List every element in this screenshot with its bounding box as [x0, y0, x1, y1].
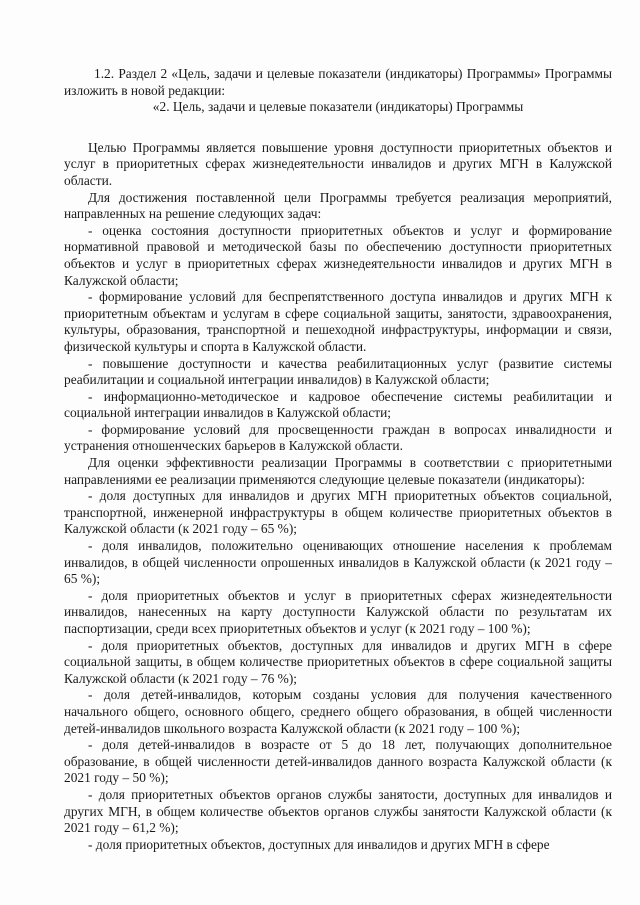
indicator-item: - доля детей-инвалидов, которым созданы условия для получения качественного начального общего, основного общего, среднего общего образования, в общей численности детей-инвалидов школьного возраста Калужской области (к 2021 году – 100 %);: [64, 687, 612, 736]
paragraph-tasks-intro: Для достижения поставленной цели Программы требуется реализация мероприятий, направленных на решение следующих задач:: [64, 189, 612, 222]
task-item: - оценка состояния доступности приоритетных объектов и услуг и формирование нормативной правовой и методической базы по обеспечению доступности приоритетных объектов и услуг в приоритетных сферах жизнедеятельности инвалидов и других МГН в Калужской области;: [64, 222, 612, 288]
section-heading: «2. Цель, задачи и целевые показатели (индикаторы) Программы: [152, 99, 524, 115]
task-item: - информационно-методическое и кадровое обеспечение системы реабилитации и социальной интеграции инвалидов в Калужской области;: [64, 388, 612, 421]
indicator-item: - доля приоритетных объектов органов службы занятости, доступных для инвалидов и других МГН, в общем количестве объектов органов службы занятости Калужской области (к 2021 году – 61,2 %);: [64, 786, 612, 836]
indicator-item: - доля приоритетных объектов и услуг в приоритетных сферах жизнедеятельности инвалидов, нанесенных на карту доступности Калужской области по результатам их паспортизации, среди всех приоритетных объектов и услуг (к 2021 году – 100 %);: [64, 587, 612, 636]
indicator-item: - доля доступных для инвалидов и других МГН приоритетных объектов социальной, транспортной, инженерной инфраструктуры в общем количестве приоритетных объектов в Калужской области (к 2021 году – 65 %);: [64, 488, 612, 537]
indicator-item: - доля приоритетных объектов, доступных для инвалидов и других МГН в сфере социальной защиты, в общем количестве приоритетных объектов в сфере социальной защиты Калужской области (к 2021 году – 76 %);: [64, 637, 612, 686]
task-item: - формирование условий для беспрепятственного доступа инвалидов и других МГН к приоритетным объектам и услугам в сфере социальной защиты, занятости, здравоохранения, культуры, образования, транспортной и пешеходной инфраструктуры, информации и связи, физической культуры и спорта в Калужской области.: [64, 289, 612, 354]
paragraph-goal: Целью Программы является повышение уровня доступности приоритетных объектов и услуг в приоритетных сферах жизнедеятельности инвалидов и других МГН в Калужской области.: [64, 139, 612, 188]
indicator-item: - доля инвалидов, положительно оценивающих отношение населения к проблемам инвалидов, в общей численности опрошенных инвалидов в Калужской области (к 2021 году – 65 %);: [64, 538, 612, 587]
paragraph-indicators-intro: Для оценки эффективности реализации Программы в соответствии с приоритетными направлениями ее реализации применяются следующие целевые показатели (индикаторы):: [64, 455, 612, 487]
task-item: - повышение доступности и качества реабилитационных услуг (развитие системы реабилитации и социальной интеграции инвалидов) в Калужской области;: [64, 355, 612, 388]
task-item: - формирование условий для просвещенности граждан в вопросах инвалидности и устранения отношенческих барьеров в Калужской области.: [64, 421, 612, 454]
document-body: [64, 66, 612, 853]
intro-paragraph: 1.2. Раздел 2 «Цель, задачи и целевые показатели (индикаторы) Программы» Программы изложить в новой редакции:: [64, 66, 612, 98]
indicator-item: - доля приоритетных объектов, доступных для инвалидов и других МГН в сфере: [88, 836, 550, 852]
indicator-item: - доля детей-инвалидов в возрасте от 5 до 18 лет, получающих дополнительное образование, в общей численности детей-инвалидов данного возраста Калужской области (к 2021 году – 50 %);: [64, 737, 612, 786]
